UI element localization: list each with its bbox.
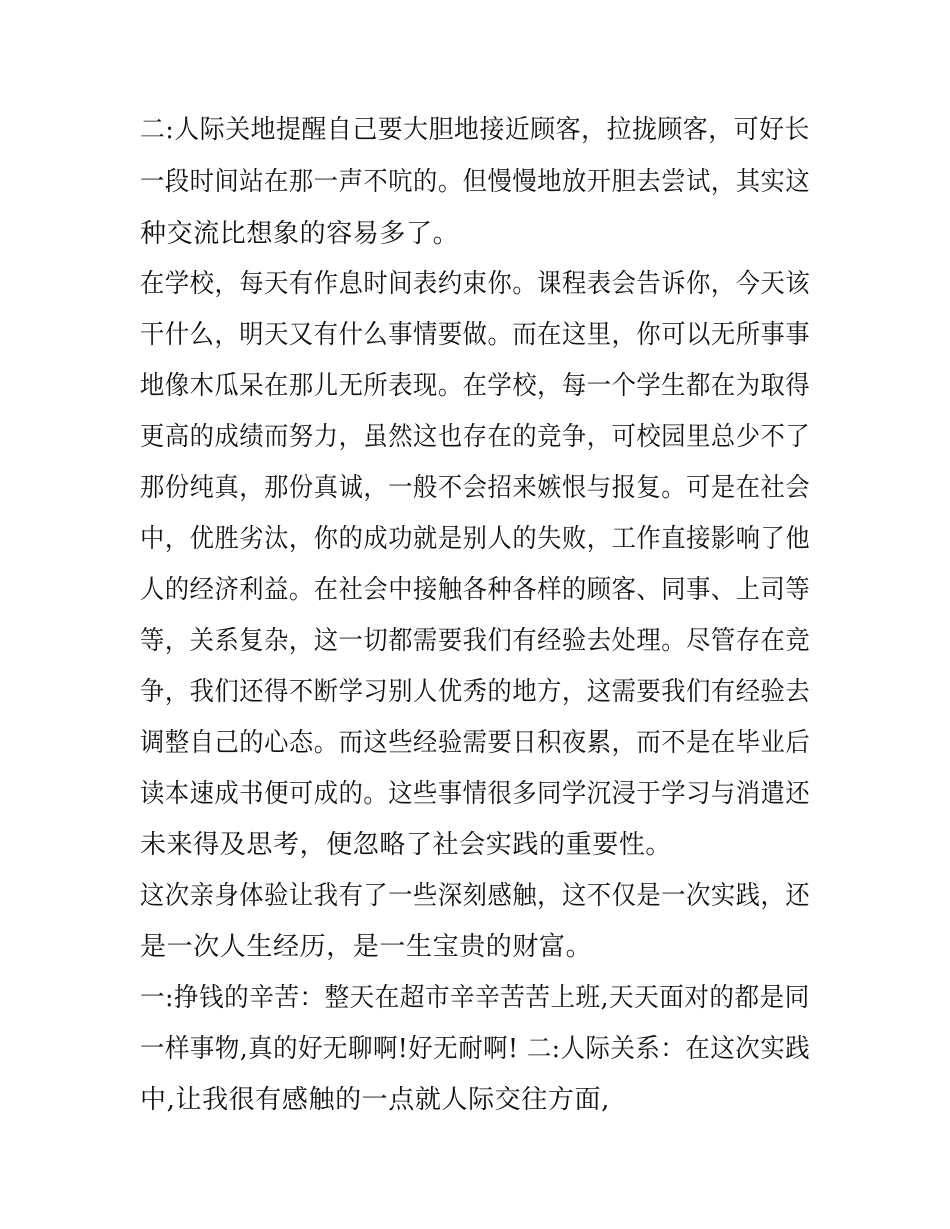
text-line: 中,让我很有感触的一点就人际交往方面, [140,1085,610,1115]
text-line: 争，我们还得不断学习别人优秀的地方，这需要我们有经验去 [140,677,811,707]
text-line: 人的经济利益。在社会中接触各种各样的顾客、同事、上司等 [140,575,811,605]
text-line: 种交流比想象的容易多了。 [140,219,460,249]
text-line: 那份纯真，那份真诚，一般不会招来嫉恨与报复。可是在社会 [140,473,811,503]
text-line: 一样事物,真的好无聊啊!好无耐啊! 二:人际关系：在这次实践 [140,1034,811,1064]
text-line: 这次亲身体验让我有了一些深刻感触，这不仅是一次实践，还 [140,881,811,911]
text-line: 读本速成书便可成的。这些事情很多同学沉浸于学习与消遣还 [140,779,811,809]
text-line: 一:挣钱的辛苦：整天在超市辛辛苦苦上班,天天面对的都是同 [140,983,810,1013]
text-line: 在学校，每天有作息时间表约束你。课程表会告诉你，今天该 [140,269,811,299]
text-line: 调整自己的心态。而这些经验需要日积夜累，而不是在毕业后 [140,728,811,758]
text-line: 更高的成绩而努力，虽然这也存在的竞争，可校园里总少不了 [140,422,811,452]
text-line: 二:人际关地提醒自己要大胆地接近顾客，拉拢顾客，可好长 [140,115,810,145]
text-line: 等，关系复杂，这一切都需要我们有经验去处理。尽管存在竞 [140,626,811,656]
text-line: 地像木瓜呆在那儿无所表现。在学校，每一个学生都在为取得 [140,371,811,401]
text-line: 干什么，明天又有什么事情要做。而在这里，你可以无所事事 [140,320,811,350]
text-line: 一段时间站在那一声不吭的。但慢慢地放开胆去尝试，其实这 [140,167,811,197]
text-line: 是一次人生经历，是一生宝贵的财富。 [140,932,593,962]
text-line: 中，优胜劣汰，你的成功就是别人的失败，工作直接影响了他 [140,524,811,554]
text-line: 未来得及思考，便忽略了社会实践的重要性。 [140,830,673,860]
